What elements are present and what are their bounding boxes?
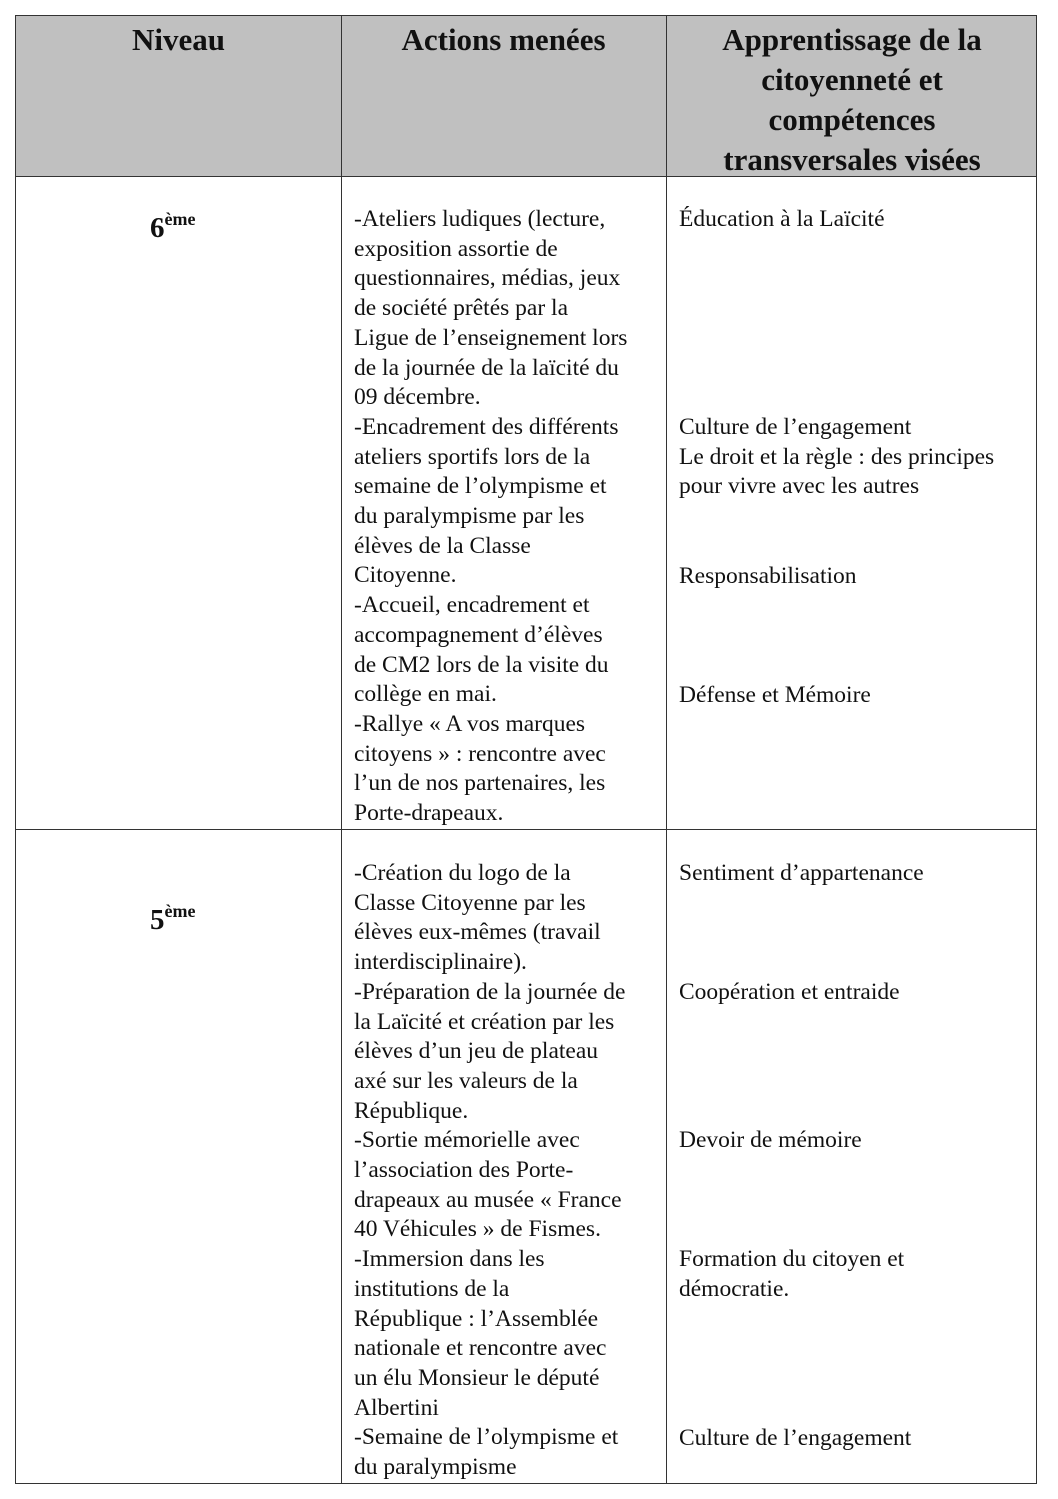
action-line: Citoyenne.: [354, 562, 457, 589]
action-line: accompagnement d’élèves: [354, 621, 603, 648]
action-line: institutions de la: [354, 1275, 510, 1302]
action-line: -Sortie mémorielle avec: [354, 1127, 580, 1154]
skill-item: Culture de l’engagement: [679, 1425, 912, 1451]
header-apprentissage-line: transversales visées: [723, 142, 981, 177]
action-line: République.: [354, 1097, 469, 1124]
row-divider: [16, 829, 1036, 830]
action-line: Porte-drapeaux.: [354, 800, 504, 827]
action-line: élèves eux-mêmes (travail: [354, 919, 601, 946]
action-line: élèves d’un jeu de plateau: [354, 1038, 599, 1065]
action-line: -Préparation de la journée de: [354, 978, 626, 1005]
action-line: exposition assortie de: [354, 235, 558, 262]
skill-item: [679, 413, 994, 502]
action-line: République : l’Assemblée: [354, 1305, 599, 1332]
action-block: [354, 859, 625, 1483]
skill-item: Défense et Mémoire: [679, 682, 871, 708]
action-line: -Accueil, encadrement et: [354, 592, 590, 619]
action-line: 09 décembre.: [354, 384, 481, 411]
level-suffix: ème: [164, 901, 196, 921]
skill-line: démocratie.: [679, 1275, 790, 1302]
action-line: axé sur les valeurs de la: [354, 1067, 578, 1094]
action-line: -Immersion dans les: [354, 1246, 545, 1273]
skill-line: Formation du citoyen et: [679, 1246, 905, 1272]
action-line: un élu Monsieur le député: [354, 1364, 600, 1391]
action-line: Classe Citoyenne par les: [354, 889, 586, 916]
action-line: -Ateliers ludiques (lecture,: [354, 206, 606, 232]
action-line: -Rallye « A vos marques: [354, 710, 586, 737]
header-niveau: Niveau: [132, 22, 225, 57]
skill-line: pour vivre avec les autres: [679, 473, 920, 500]
skill-line: Le droit et la règle : des principes: [679, 443, 995, 470]
action-line: -Encadrement des différents: [354, 413, 619, 440]
skill-item: [679, 1245, 904, 1304]
level-6eme: [150, 209, 195, 245]
action-line: -Création du logo de la: [354, 860, 571, 886]
action-line: nationale et rencontre avec: [354, 1335, 607, 1362]
action-line: de CM2 lors de la visite du: [354, 651, 609, 678]
action-line: collège en mai.: [354, 681, 497, 708]
action-line: la Laïcité et création par les: [354, 1008, 615, 1035]
action-line: ateliers sportifs lors de la: [354, 443, 591, 470]
action-line: citoyens » : rencontre avec: [354, 740, 606, 767]
action-line: de la journée de la laïcité du: [354, 354, 619, 381]
citizenship-table: [15, 15, 1037, 1484]
skill-line: Culture de l’engagement: [679, 414, 912, 440]
header-apprentissage-line: compétences: [768, 102, 936, 137]
skill-item: Responsabilisation: [679, 563, 857, 589]
action-line: questionnaires, médias, jeux: [354, 265, 621, 292]
action-line: du paralympisme par les: [354, 503, 585, 530]
level-suffix: ème: [164, 209, 196, 229]
skill-item: Devoir de mémoire: [679, 1127, 862, 1153]
action-line: semaine de l’olympisme et: [354, 473, 607, 500]
action-line: l’un de nos partenaires, les: [354, 770, 606, 797]
action-line: Ligue de l’enseignement lors: [354, 324, 628, 351]
action-line: de société prêtés par la: [354, 295, 569, 322]
action-block: [354, 205, 627, 829]
header-actions: Actions menées: [401, 22, 606, 57]
column-divider: [341, 16, 342, 1483]
level-5eme: [150, 901, 195, 937]
action-line: élèves de la Classe: [354, 532, 531, 559]
action-line: du paralympisme: [354, 1454, 517, 1481]
action-line: -Semaine de l’olympisme et: [354, 1424, 619, 1451]
action-line: drapeaux au musée « France: [354, 1186, 622, 1213]
level-number: 5: [150, 904, 165, 936]
action-line: l’association des Porte-: [354, 1157, 574, 1184]
skill-item: Coopération et entraide: [679, 979, 900, 1005]
header-apprentissage: [666, 20, 1038, 180]
level-number: 6: [150, 212, 165, 244]
skill-item: Sentiment d’appartenance: [679, 860, 924, 886]
header-apprentissage-line: citoyenneté et: [761, 62, 943, 97]
action-line: interdisciplinaire).: [354, 949, 527, 976]
header-apprentissage-line: Apprentissage de la: [722, 22, 982, 57]
action-line: Albertini: [354, 1394, 439, 1421]
column-divider: [666, 16, 667, 1483]
action-line: 40 Véhicules » de Fismes.: [354, 1216, 601, 1243]
skill-item: Éducation à la Laïcité: [679, 206, 885, 232]
